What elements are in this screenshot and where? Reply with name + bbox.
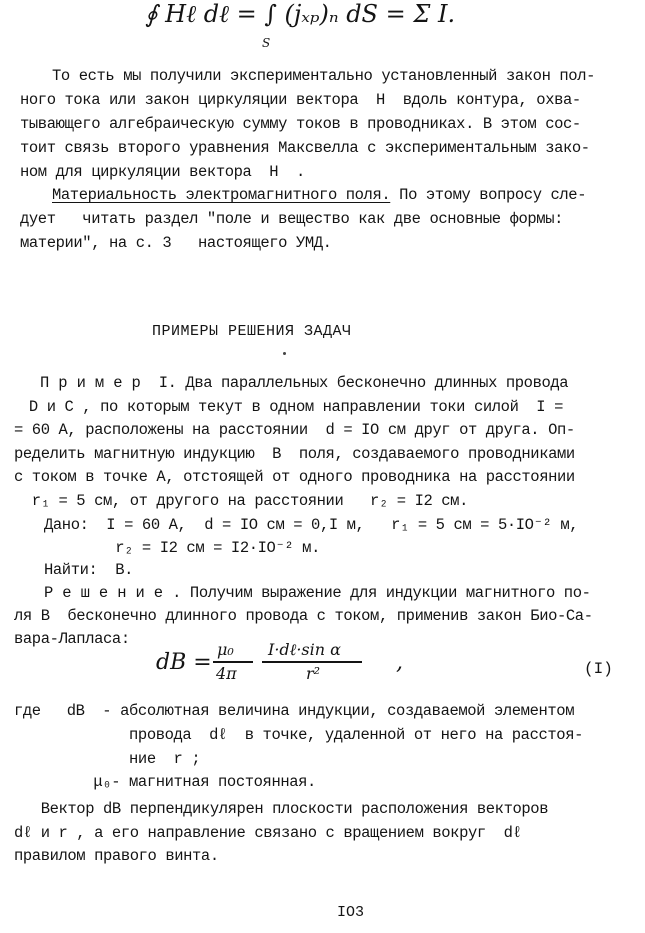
where-line-3: ние r ; — [40, 750, 201, 768]
paragraph1-line-1: То есть мы получили экспериментально установленный закон пол- — [52, 67, 595, 85]
solution-line-3: вара-Лапласа: — [14, 630, 130, 648]
example-line-4: ределить магнитную индукцию B поля, создаваемого проводниками — [14, 445, 575, 463]
example-line-1 — [40, 373, 568, 393]
paragraph2-line-1-rest: По этому вопросу сле- — [390, 186, 587, 204]
final-line-3: правилом правого винта. — [14, 847, 219, 865]
given-line-1: Дано: I = 60 А, d = IO см = 0,I м, r₁ = 5 см = 5·IO⁻² м, — [44, 516, 579, 534]
formula1-num1: μ₀ — [217, 640, 234, 659]
page-number: IO3 — [337, 904, 365, 921]
example-line-5: с током в точке А, отстоящей от одного проводника на расстоянии — [14, 468, 575, 486]
section-heading: ПРИМЕРЫ РЕШЕНИЯ ЗАДАЧ — [152, 323, 352, 340]
formula1-fraction-bar-1 — [213, 661, 253, 663]
paragraph1-line-4: тоит связь второго уравнения Максвелла с экспериментальным зако- — [20, 139, 590, 157]
where-line-4: μ₀- магнитная постоянная. — [40, 773, 316, 791]
paragraph2-line-3: материи", на с. 3 настоящего УМД. — [20, 234, 332, 252]
given-line-2: r₂ = I2 см = I2·IO⁻² м. — [44, 539, 320, 557]
paragraph2-line-2: дует читать раздел "поле и вещество как две основные формы: — [20, 210, 563, 228]
example-line-1-text: I. Два параллельных бесконечно длинных провода — [149, 374, 569, 392]
find-line: Найти: В. — [44, 561, 134, 579]
where-line-1: dB - абсолютная величина индукции, создаваемой элементом — [40, 702, 575, 720]
where-label: где — [14, 702, 41, 720]
paragraph1-line-5: ном для циркуляции вектора H . — [20, 163, 305, 181]
formula1-lhs: dB = — [156, 650, 212, 675]
paragraph1-line-3: тывающего алгебраическую сумму токов в проводниках. В этом сос- — [20, 115, 581, 133]
formula1-fraction-bar-2 — [262, 661, 362, 663]
example-line-3: = 60 А, расположены на расстоянии d = IO см друг от друга. Оп- — [14, 421, 575, 439]
solution-line-1-text: . Получим выражение для индукции магнитного по- — [172, 584, 591, 602]
formula1-number: (I) — [584, 660, 613, 678]
formula1-tail: , — [396, 650, 403, 675]
final-line-1: Вектор dB перпендикулярен плоскости расположения векторов — [14, 800, 549, 818]
paragraph2-line-1 — [52, 185, 586, 205]
formula1-den2: r² — [306, 664, 321, 683]
paragraph2-title: Материальность электромагнитного поля. — [52, 186, 391, 204]
paragraph1-line-2: ного тока или закон циркуляции вектора H вдоль контура, охва- — [20, 91, 581, 109]
example-label: Пример — [40, 374, 150, 392]
where-line-2: провода dℓ в точке, удаленной от него на расстоя- — [40, 726, 583, 744]
example-line-6: r₁ = 5 см, от другого на расстоянии r₂ = I2 см. — [14, 492, 468, 510]
top-formula: ∮ Hℓ dℓ = ∫ (jₓₚ)ₙ dS = Σ I. — [145, 0, 456, 28]
solution-line-2: ля B бесконечно длинного провода с током, применив закон Био-Са- — [14, 607, 593, 625]
top-formula-subscript: S — [262, 36, 271, 50]
formula1-num2: I·dℓ·sin α — [268, 640, 341, 659]
final-line-2: dℓ и r , а его направление связано с вращением вокруг dℓ — [14, 824, 522, 842]
scan-dot — [283, 352, 286, 355]
formula1-den1: 4π — [216, 664, 237, 683]
solution-label: Решение — [44, 584, 173, 602]
example-line-2: D и C , по которым текут в одном направлении токи силой I = — [20, 398, 563, 416]
solution-line-1 — [44, 583, 591, 603]
